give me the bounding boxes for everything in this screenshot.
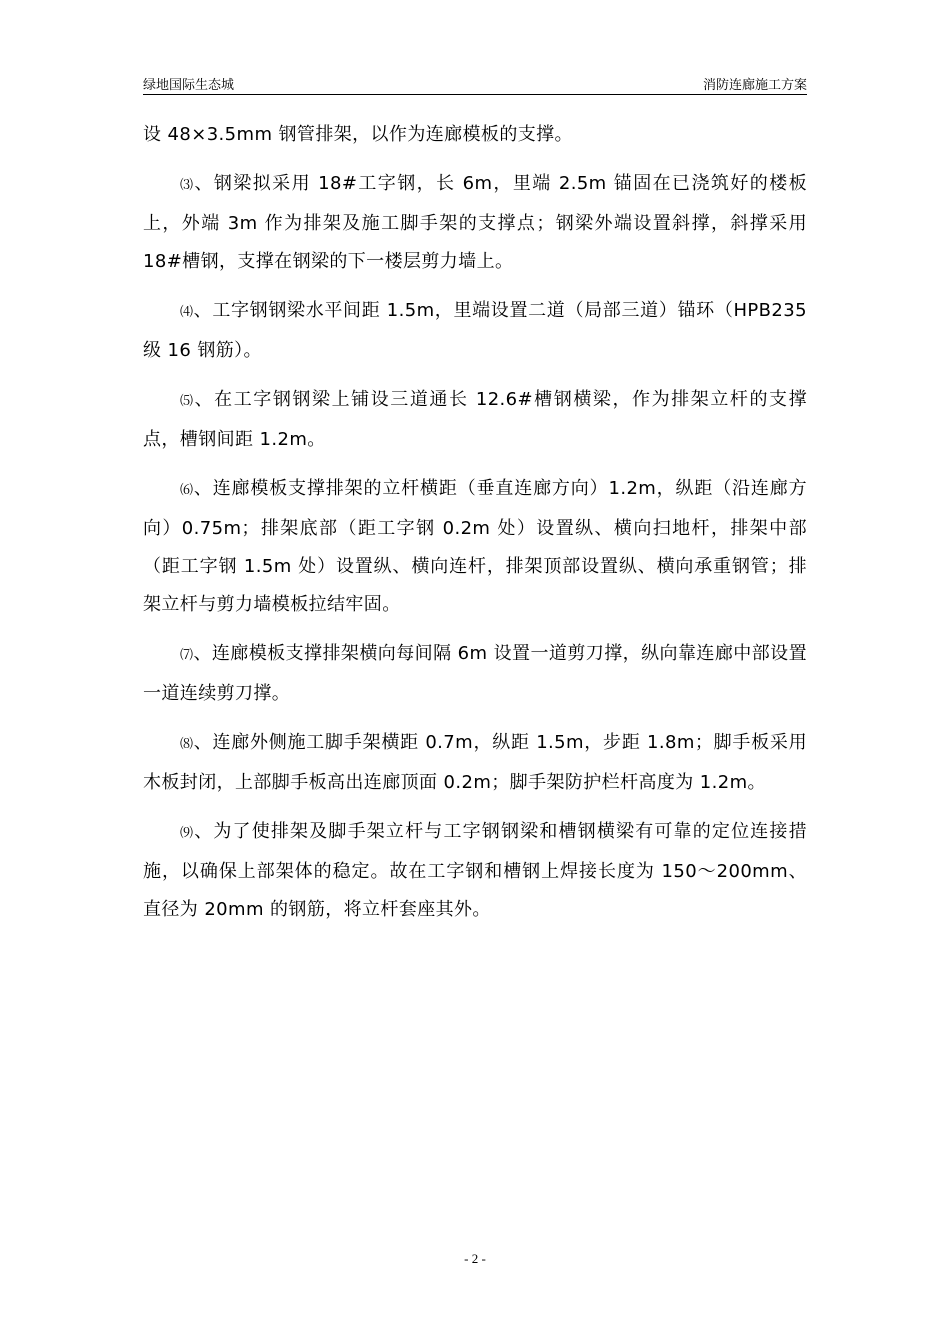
item-number: ⑷ [180, 305, 194, 320]
paragraph-item-4 [143, 292, 807, 370]
paragraph-item-8 [143, 724, 807, 802]
document-body [143, 116, 807, 940]
paragraph-item-7 [143, 635, 807, 713]
paragraph-item-5 [143, 381, 807, 459]
paragraph-item-3 [143, 165, 807, 281]
paragraph-text: 、为了使排架及脚手架立杆与工字钢钢梁和槽钢横梁有可靠的定位连接措施，以确保上部架体的稳定。故在工字钢和槽钢上焊接长度为 150～200mm、直径为 20mm 的钢筋，将立杆套座其外。 [143, 821, 808, 920]
item-number: ⑹ [180, 483, 194, 498]
paragraph-text: 、在工字钢钢梁上铺设三道通长 12.6#槽钢横梁，作为排架立杆的支撑点，槽钢间距 1.2m。 [143, 389, 807, 450]
item-number: ⑸ [180, 394, 195, 409]
paragraph-text: 、工字钢钢梁水平间距 1.5m，里端设置二道（局部三道）锚环（HPB235 级 16 钢筋）。 [143, 300, 807, 361]
paragraph-text: 设 48×3.5mm 钢管排架，以作为连廊模板的支撑。 [143, 124, 573, 145]
item-number: ⑶ [180, 178, 195, 193]
item-number: ⑺ [180, 648, 194, 663]
item-number: ⑻ [180, 737, 194, 752]
paragraph-text: 、钢梁拟采用 18#工字钢，长 6m，里端 2.5m 锚固在已浇筑好的楼板上，外端 3m 作为排架及施工脚手架的支撑点；钢梁外端设置斜撑，斜撑采用 18#槽钢，支撑在钢梁的下一楼层剪力墙上。 [143, 173, 807, 272]
header-document-title: 消防连廊施工方案 [702, 78, 807, 93]
paragraph-text: 、连廊外侧施工脚手架横距 0.7m，纵距 1.5m，步距 1.8m；脚手板采用木板封闭，上部脚手板高出连廊顶面 0.2m；脚手架防护栏杆高度为 1.2m。 [143, 732, 807, 793]
paragraph-text: 、连廊模板支撑排架横向每间隔 6m 设置一道剪刀撑，纵向靠连廊中部设置一道连续剪刀撑。 [143, 643, 807, 704]
item-number: ⑼ [180, 826, 195, 841]
paragraph-continuation [143, 116, 807, 154]
page-number: - 2 - [464, 1251, 486, 1266]
header-project-name: 绿地国际生态城 [143, 78, 235, 93]
page-header [143, 72, 807, 95]
paragraph-text: 、连廊模板支撑排架的立杆横距（垂直连廊方向）1.2m，纵距（沿连廊方向）0.75m；排架底部（距工字钢 0.2m 处）设置纵、横向扫地杆，排架中部（距工字钢 1.5m 处）设置纵、横向连杆，排架顶部设置纵、横向承重钢管；排架立杆与剪力墙模板拉结牢固。 [143, 478, 807, 615]
paragraph-item-9 [143, 813, 807, 929]
paragraph-item-6 [143, 470, 807, 624]
